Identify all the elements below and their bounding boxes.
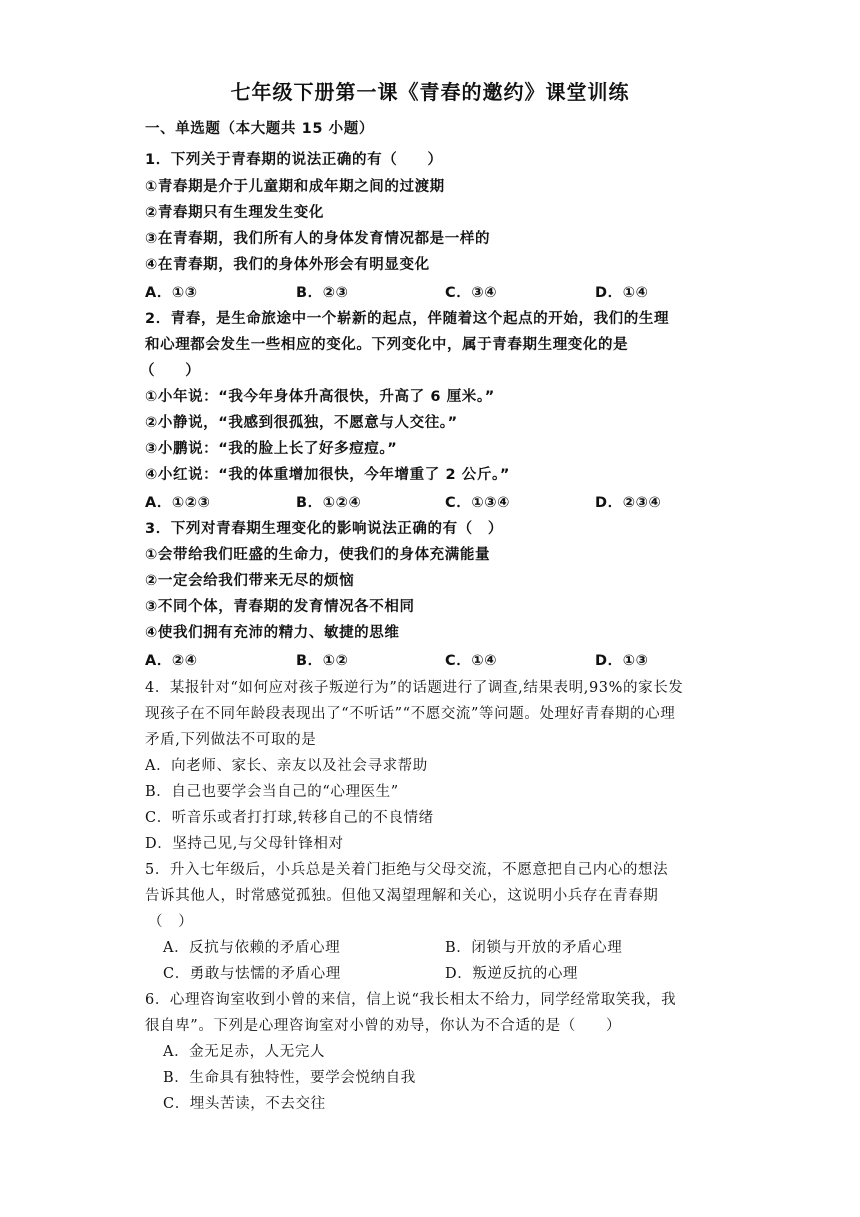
- question-2-stem: 2．青春，是生命旅途中一个崭新的起点，伴随着这个起点的开始，我们的生理: [145, 311, 670, 327]
- question-1-option-d: D．①④: [595, 285, 649, 301]
- question-2-item: ④小红说：“我的体重增加很快，今年增重了 2 公斤。”: [145, 467, 510, 483]
- question-3-item: ①会带给我们旺盛的生命力，使我们的身体充满能量: [145, 547, 491, 563]
- question-2-option-b: B．①②④: [296, 495, 362, 511]
- question-3-item: ②一定会给我们带来无尽的烦恼: [145, 573, 355, 589]
- question-4-option-a: A．向老师、家长、亲友以及社会寻求帮助: [145, 758, 428, 774]
- question-2-option-a: A．①②③: [145, 495, 211, 511]
- question-2-stem: 和心理都会发生一些相应的变化。下列变化中，属于青春期生理变化的是: [145, 337, 629, 353]
- question-2-item: ①小年说：“我今年身体升高很快，升高了 6 厘米。”: [145, 389, 495, 405]
- question-3-option-a: A．②④: [145, 653, 198, 669]
- question-2-option-c: C．①③④: [445, 495, 510, 511]
- question-3-stem: 3．下列对青春期生理变化的影响说法正确的有（ ）: [145, 521, 503, 537]
- question-6-option-c: C．埋头苦读，不去交往: [163, 1096, 326, 1112]
- question-3-item: ④使我们拥有充沛的精力、敏捷的思维: [145, 625, 400, 641]
- question-5-option-b: B．闭锁与开放的矛盾心理: [445, 940, 623, 956]
- question-3-item: ③不同个体，青春期的发育情况各不相同: [145, 599, 415, 615]
- question-3-option-c: C．①④: [445, 653, 498, 669]
- question-5-stem: 5．升入七年级后，小兵总是关着门拒绝与父母交流，不愿意把自己内心的想法: [145, 862, 669, 878]
- question-4-option-b: B．自己也要学会当自己的“心理医生”: [145, 784, 399, 800]
- question-1-option-a: A．①③: [145, 285, 198, 301]
- question-4-option-d: D．坚持己见,与父母针锋相对: [145, 836, 344, 852]
- question-1-option-b: B．②③: [296, 285, 349, 301]
- question-6-stem: 很自卑”。下列是心理咨询室对小曾的劝导，你认为不合适的是（ ）: [145, 1018, 622, 1034]
- question-5-answer-blank: （ ）: [148, 914, 194, 930]
- question-3-option-d: D．①③: [595, 653, 649, 669]
- page-title: 七年级下册第一课《青春的邀约》课堂训练: [230, 80, 630, 104]
- question-1-item: ③在青春期，我们所有人的身体发育情况都是一样的: [145, 231, 491, 247]
- question-6-option-b: B．生命具有独特性，要学会悦纳自我: [163, 1070, 416, 1086]
- question-2-option-d: D．②③④: [595, 495, 662, 511]
- question-1-stem: 1．下列关于青春期的说法正确的有（ ）: [145, 152, 443, 168]
- question-2-item: ③小鹏说：“我的脸上长了好多痘痘。”: [145, 441, 398, 457]
- question-6-stem: 6．心理咨询室收到小曾的来信，信上说“我长相太不给力，同学经常取笑我，我: [145, 992, 677, 1008]
- question-2-item: ②小静说，“我感到很孤独，不愿意与人交往。”: [145, 415, 458, 431]
- question-6-option-a: A．金无足赤，人无完人: [163, 1044, 326, 1060]
- question-2-answer-blank: （ ）: [140, 363, 201, 379]
- question-5-option-c: C．勇敢与怯懦的矛盾心理: [163, 966, 341, 982]
- question-3-option-b: B．①②: [296, 653, 349, 669]
- question-5-option-d: D．叛逆反抗的心理: [445, 966, 579, 982]
- question-4-option-c: C．听音乐或者打打球,转移自己的不良情绪: [145, 810, 434, 826]
- question-4-stem: 现孩子在不同年龄段表现出了“不听话”“不愿交流”等问题。处理好青春期的心理: [145, 706, 676, 722]
- question-4-stem: 4．某报针对“如何应对孩子叛逆行为”的话题进行了调查,结果表明,93%的家长发: [145, 680, 684, 696]
- question-4-stem: 矛盾,下列做法不可取的是: [145, 732, 317, 748]
- question-5-option-a: A．反抗与依赖的矛盾心理: [163, 940, 341, 956]
- question-1-item: ①青春期是介于儿童期和成年期之间的过渡期: [145, 179, 445, 195]
- question-1-option-c: C．③④: [445, 285, 498, 301]
- question-1-item: ②青春期只有生理发生变化: [145, 205, 324, 221]
- question-5-stem: 告诉其他人，时常感觉孤独。但他又渴望理解和关心，这说明小兵存在青春期: [145, 888, 659, 904]
- section-heading: 一、单选题（本大题共 15 小题）: [145, 121, 374, 137]
- question-1-item: ④在青春期，我们的身体外形会有明显变化: [145, 257, 430, 273]
